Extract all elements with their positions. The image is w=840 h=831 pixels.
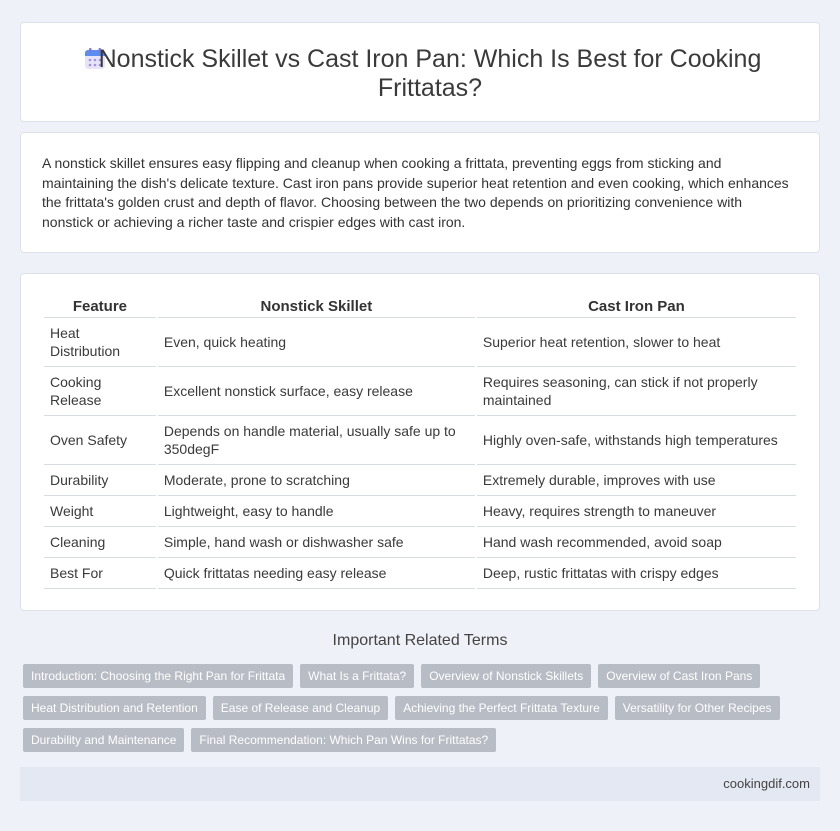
feature-cell: Cleaning	[44, 527, 156, 558]
intro-paragraph: A nonstick skillet ensures easy flipping and cleanup when cooking a frittata, preventing eggs from sticking and maintaining the dish's delicate texture. Cast iron pans provide superior heat retention and even cooking, which enhances the frittata's golden crust and depth of flavor. Choosing between the two depends on prioritizing convenience with nonstick or achieving a richer taste and crispier edges with cast iron.	[42, 155, 789, 230]
header-nonstick: Nonstick Skillet	[158, 294, 475, 318]
nonstick-cell: Even, quick heating	[158, 318, 475, 367]
tag-heat-distribution[interactable]: Heat Distribution and Retention	[23, 696, 206, 720]
tag-row	[23, 664, 803, 688]
related-terms-heading: Important Related Terms	[332, 632, 508, 649]
tag-what-is-frittata[interactable]: What Is a Frittata?	[300, 664, 414, 688]
cast-iron-cell: Heavy, requires strength to maneuver	[477, 496, 796, 527]
tag-row	[23, 696, 803, 720]
tag-overview-cast-iron[interactable]: Overview of Cast Iron Pans	[598, 664, 760, 688]
tag-versatility[interactable]: Versatility for Other Recipes	[615, 696, 780, 720]
table-row	[44, 465, 796, 496]
footer	[20, 767, 820, 801]
header-feature: Feature	[44, 294, 156, 318]
feature-cell: Cooking Release	[44, 367, 156, 416]
feature-cell: Heat Distribution	[44, 318, 156, 367]
comparison-card	[20, 273, 820, 611]
tag-final-recommendation[interactable]: Final Recommendation: Which Pan Wins for Frittatas?	[191, 728, 496, 752]
tag-overview-nonstick[interactable]: Overview of Nonstick Skillets	[421, 664, 591, 688]
table-row	[44, 367, 796, 416]
nonstick-cell: Simple, hand wash or dishwasher safe	[158, 527, 475, 558]
tag-perfect-texture[interactable]: Achieving the Perfect Frittata Texture	[395, 696, 608, 720]
tag-durability[interactable]: Durability and Maintenance	[23, 728, 184, 752]
cast-iron-cell: Requires seasoning, can stick if not properly maintained	[477, 367, 796, 416]
nonstick-cell: Quick frittatas needing easy release	[158, 558, 475, 589]
feature-cell: Best For	[44, 558, 156, 589]
nonstick-cell: Lightweight, easy to handle	[158, 496, 475, 527]
footer-site-name: cookingdif.com	[723, 776, 810, 791]
table-row	[44, 318, 796, 367]
table-row	[44, 558, 796, 589]
related-terms-list	[23, 664, 803, 760]
intro-card	[20, 132, 820, 253]
cast-iron-cell: Superior heat retention, slower to heat	[477, 318, 796, 367]
header-cast-iron: Cast Iron Pan	[477, 294, 796, 318]
cast-iron-cell: Extremely durable, improves with use	[477, 465, 796, 496]
feature-cell: Oven Safety	[44, 416, 156, 465]
feature-cell: Durability	[44, 465, 156, 496]
table-row	[44, 416, 796, 465]
nonstick-cell: Excellent nonstick surface, easy release	[158, 367, 475, 416]
feature-cell: Weight	[44, 496, 156, 527]
tag-row	[23, 728, 803, 752]
table-row	[44, 496, 796, 527]
page-title: Nonstick Skillet vs Cast Iron Pan: Which Is Best for Cooking Frittatas?	[98, 45, 762, 102]
table-row	[44, 527, 796, 558]
comparison-table	[42, 294, 798, 589]
title-wrap	[81, 45, 779, 103]
cast-iron-cell: Deep, rustic frittatas with crispy edges	[477, 558, 796, 589]
table-header-row	[44, 294, 796, 318]
tag-ease-of-release[interactable]: Ease of Release and Cleanup	[213, 696, 388, 720]
cast-iron-cell: Highly oven-safe, withstands high temperatures	[477, 416, 796, 465]
title-card	[20, 22, 820, 122]
nonstick-cell: Moderate, prone to scratching	[158, 465, 475, 496]
cast-iron-cell: Hand wash recommended, avoid soap	[477, 527, 796, 558]
tag-introduction[interactable]: Introduction: Choosing the Right Pan for Frittata	[23, 664, 293, 688]
nonstick-cell: Depends on handle material, usually safe up to 350degF	[158, 416, 475, 465]
